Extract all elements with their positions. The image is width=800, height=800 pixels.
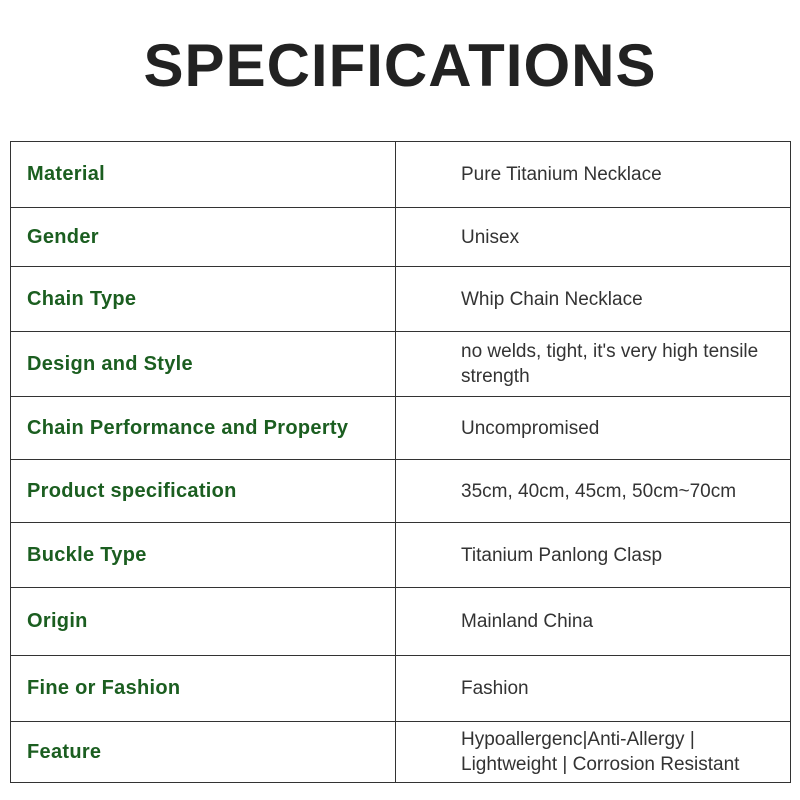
table-row xyxy=(11,208,791,267)
spec-value-feature: Hypoallergenc|Anti-Allergy | Lightweight | Corrosion Resistant xyxy=(396,722,791,783)
table-row xyxy=(11,142,791,208)
spec-value-material: Pure Titanium Necklace xyxy=(396,142,791,208)
specifications-table xyxy=(10,141,791,783)
table-row xyxy=(11,267,791,332)
page-title: SPECIFICATIONS xyxy=(143,32,657,99)
spec-value-fine-or-fashion: Fashion xyxy=(396,656,791,722)
spec-value-gender: Unisex xyxy=(396,208,791,267)
spec-value-chain-type: Whip Chain Necklace xyxy=(396,267,791,332)
table-row xyxy=(11,656,791,722)
table-row xyxy=(11,397,791,460)
spec-label-material: Material xyxy=(11,142,396,208)
spec-value-chain-performance: Uncompromised xyxy=(396,397,791,460)
spec-label-fine-or-fashion: Fine or Fashion xyxy=(11,656,396,722)
spec-label-buckle-type: Buckle Type xyxy=(11,523,396,588)
spec-label-origin: Origin xyxy=(11,588,396,656)
table-row xyxy=(11,460,791,523)
spec-value-buckle-type: Titanium Panlong Clasp xyxy=(396,523,791,588)
table-row xyxy=(11,588,791,656)
spec-label-design-style: Design and Style xyxy=(11,332,396,397)
spec-value-product-specification: 35cm, 40cm, 45cm, 50cm~70cm xyxy=(396,460,791,523)
spec-label-chain-type: Chain Type xyxy=(11,267,396,332)
table-row xyxy=(11,332,791,397)
spec-label-feature: Feature xyxy=(11,722,396,783)
spec-value-origin: Mainland China xyxy=(396,588,791,656)
spec-value-design-style: no welds, tight, it's very high tensile strength xyxy=(396,332,791,397)
spec-label-gender: Gender xyxy=(11,208,396,267)
spec-label-chain-performance: Chain Performance and Property xyxy=(11,397,396,460)
table-row xyxy=(11,523,791,588)
table-row xyxy=(11,722,791,783)
spec-label-product-specification: Product specification xyxy=(11,460,396,523)
